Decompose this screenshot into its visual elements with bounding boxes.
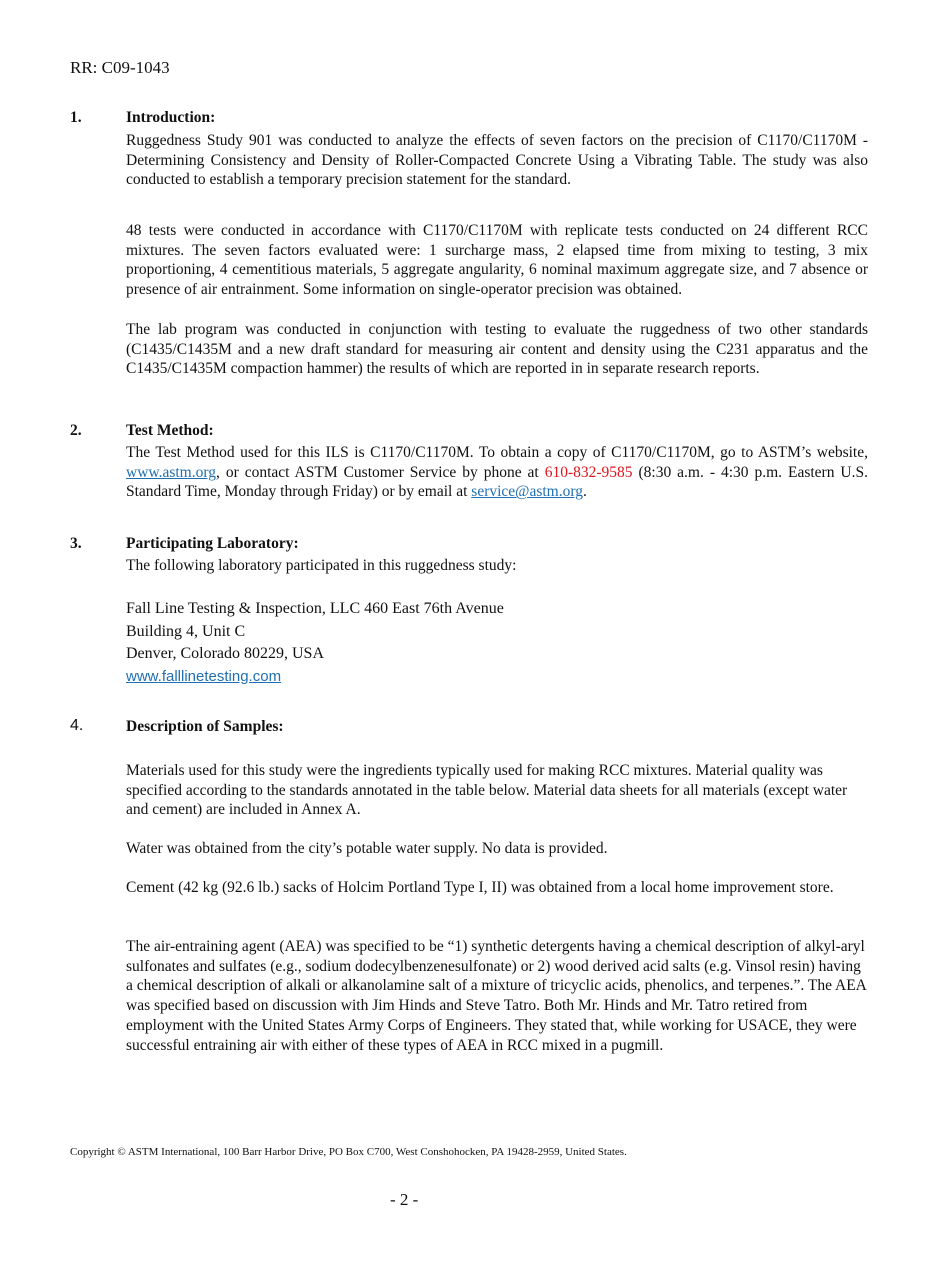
copyright-footer: Copyright © ASTM International, 100 Barr Harbor Drive, PO Box C700, West Conshohocken, PA 19428-2959, United States. [70,1146,627,1158]
samples-paragraph-2: Water was obtained from the city’s potable water supply. No data is provided. [126,840,608,857]
lab-website-link[interactable]: www.falllinetesting.com [126,667,282,685]
lab-name-line: Fall Line Testing & Inspection, LLC 460 East 76th Avenue [126,600,504,617]
test-method-text-1: The Test Method used for this ILS is C1170/C1170M. To obtain a copy of C1170/C1170M, go to ASTM’s website, [126,444,868,461]
lab-intro: The following laboratory participated in this ruggedness study: [126,557,517,574]
samples-paragraph-4: The air-entraining agent (AEA) was specified to be “1) synthetic detergents having a chemical description of alkyl-aryl sulfonates and sulfates (e.g., sodium dodecylbenzenesulfonate) or 2) wood derived acid salts (e.g. Vinsol resin) having a chemical description of alkali or alkanolamine salt of a mixture of tricyclic acids, phenolics, and terpenes.”. The AEA was specified based on discussion with Jim Hinds and Steve Tatro. Both Mr. Hinds and Mr. Tatro retired from employment with the United States Army Corps of Engineers. They stated that, while working for USACE, they were successful entraining air with either of these types of AEA in RCC mixed in a pugmill. [126,938,867,1054]
lab-building: Building 4, Unit C [126,622,246,640]
lab-city: Denver, Colorado 80229, USA [126,645,324,662]
section-3-heading: Participating Laboratory: [126,535,299,552]
intro-paragraph-2: 48 tests were conducted in accordance with C1170/C1170M with replicate tests conducted on 24 different RCC mixtures. The seven factors evaluated were: 1 surcharge mass, 2 elapsed time from mixing to testing, 3 mix proportioning, 4 cementitious materials, 5 aggregate angularity, 6 nominal maximum aggregate size, and 7 absence or presence of air entrainment. Some information on single-operator precision was obtained. [126,222,868,299]
section-2-number: 2. [70,422,82,439]
test-method-paragraph [126,443,868,502]
lab-address-block [126,598,504,688]
phone-number[interactable]: 610-832-9585 [544,463,633,481]
samples-paragraph-3: Cement (42 kg (92.6 lb.) sacks of Holcim Portland Type I, II) was obtained from a local home improvement store. [126,879,834,896]
intro-paragraph-3: The lab program was conducted in conjunction with testing to evaluate the ruggedness of two other standards (C1435/C1435M and a new draft standard for measuring air content and density using the C231 apparatus and the C1435/C1435M compaction hammer) the results of which are reported in in separate research reports. [126,321,868,378]
email-link[interactable]: service@astm.org [471,483,583,501]
samples-paragraph-1: Materials used for this study were the ingredients typically used for making RCC mixtures. Material quality was specified according to the standards annotated in the table below. Material data sheets for all materials (except water and cement) are included in Annex A. [126,762,848,819]
test-method-text-3: (8:30 a.m. - 4:30 p.m. Eastern U.S. Standard Time, Monday through Friday) or by email at [126,463,868,501]
page-number: - 2 - [390,1190,419,1209]
test-method-text-2: , or contact ASTM Customer Service by phone at [215,463,545,481]
section-3-number: 3. [70,535,82,552]
section-1-heading: Introduction: [126,109,216,126]
report-id: RR: C09-1043 [70,58,170,77]
section-4-heading: Description of Samples: [126,718,284,735]
section-2-heading: Test Method: [126,422,214,439]
astm-website-link[interactable]: www.astm.org [126,463,216,481]
section-1-number: 1. [70,109,82,126]
section-4-number: 4. [70,717,84,734]
intro-paragraph-1: Ruggedness Study 901 was conducted to analyze the effects of seven factors on the precision of C1170/C1170M - Determining Consistency and Density of Roller-Compacted Concrete Using a Vibrating Table. The study was also conducted to establish a temporary precision statement for the standard. [126,132,868,189]
test-method-text-4: . [582,483,587,501]
